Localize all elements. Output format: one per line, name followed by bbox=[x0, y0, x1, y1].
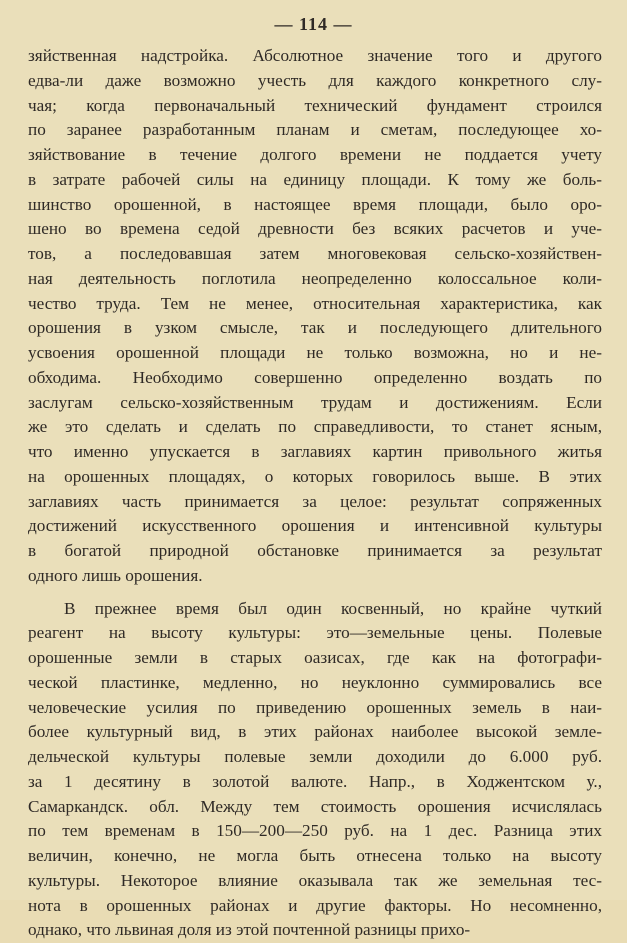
text-line: на орошенных площадях, о которых говорилось выше. В этих bbox=[28, 465, 602, 490]
paragraph-1 bbox=[28, 44, 602, 589]
text-line: за 1 десятину в золотой валюте. Напр., в Ходжентском у., bbox=[28, 770, 602, 795]
paragraph-2 bbox=[28, 597, 602, 943]
text-line: дельческой культуры полевые земли доходили до 6.000 руб. bbox=[28, 745, 602, 770]
text-line: же это сделать и сделать по справедливости, то станет ясным, bbox=[28, 415, 602, 440]
text-line: орошения в узком смысле, так и последующего длительного bbox=[28, 316, 602, 341]
text-line: заглавиях часть принимается за целое: результат сопряженных bbox=[28, 490, 602, 515]
text-line: чество труда. Тем не менее, относительная характеристика, как bbox=[28, 292, 602, 317]
text-line: достижений искусственного орошения и интенсивной культуры bbox=[28, 514, 602, 539]
text-line: по заранее разработанным планам и сметам, последующее хо- bbox=[28, 118, 602, 143]
text-line: ная деятельность поглотила неопределенно колоссальное коли- bbox=[28, 267, 602, 292]
text-line: едва-ли даже возможно учесть для каждого конкретного слу- bbox=[28, 69, 602, 94]
text-line: одного лишь орошения. bbox=[28, 564, 602, 589]
text-line: усвоения орошенной площади не только возможна, но и не- bbox=[28, 341, 602, 366]
text-line: зяйствование в течение долгого времени не поддается учету bbox=[28, 143, 602, 168]
paragraph-gap bbox=[28, 589, 602, 597]
text-line: что именно упускается в заглавиях картин привольного житья bbox=[28, 440, 602, 465]
text-line: Самаркандск. обл. Между тем стоимость орошения исчислялась bbox=[28, 795, 602, 820]
text-line: нота в орошенных районах и другие факторы. Но несомненно, bbox=[28, 894, 602, 919]
text-line: орошенные земли в старых оазисах, где как на фотографи- bbox=[28, 646, 602, 671]
text-line: в богатой природной обстановке принимается за результат bbox=[28, 539, 602, 564]
text-line: в затрате рабочей силы на единицу площади. К тому же боль- bbox=[28, 168, 602, 193]
text-line: обходима. Необходимо совершенно определенно воздать по bbox=[28, 366, 602, 391]
text-line: реагент на высоту культуры: это—земельные цены. Полевые bbox=[28, 621, 602, 646]
text-line: шинство орошенной, в настоящее время площади, было оро- bbox=[28, 193, 602, 218]
text-line: чая; когда первоначальный технический фундамент строился bbox=[28, 94, 602, 119]
text-line: В прежнее время был один косвенный, но крайне чуткий bbox=[28, 597, 602, 622]
text-line: заслугам сельско-хозяйственным трудам и достижениям. Если bbox=[28, 391, 602, 416]
text-line: однако, что львиная доля из этой почтенной разницы прихо- bbox=[28, 918, 602, 943]
text-line: зяйственная надстройка. Абсолютное значение того и другого bbox=[28, 44, 602, 69]
text-line: шено во времена седой древности без всяких расчетов и уче- bbox=[28, 217, 602, 242]
text-line: величин, конечно, не могла быть отнесена только на высоту bbox=[28, 844, 602, 869]
page-number: — 114 — bbox=[0, 14, 627, 35]
text-line: тов, а последовавшая затем многовековая сельско-хозяйствен- bbox=[28, 242, 602, 267]
text-line: по тем временам в 150—200—250 руб. на 1 дес. Разница этих bbox=[28, 819, 602, 844]
text-line: более культурный вид, в этих районах наиболее высокой земле- bbox=[28, 720, 602, 745]
body-text bbox=[28, 44, 602, 943]
text-line: ческой пластинке, медленно, но неуклонно суммировались все bbox=[28, 671, 602, 696]
text-line: культуры. Некоторое влияние оказывала так же земельная тес- bbox=[28, 869, 602, 894]
text-line: человеческие усилия по приведению орошенных земель в наи- bbox=[28, 696, 602, 721]
